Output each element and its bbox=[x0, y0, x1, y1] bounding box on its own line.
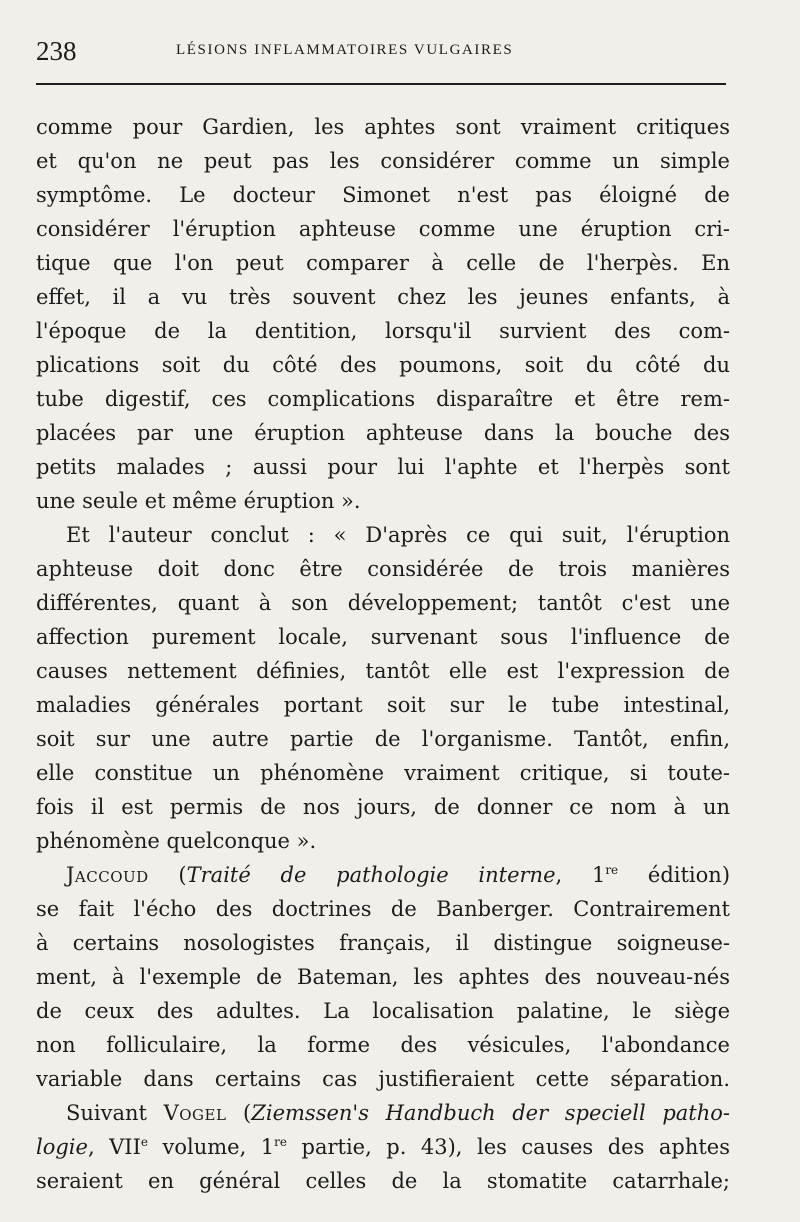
superscript: e bbox=[140, 1135, 149, 1149]
text-line: variable dans certains cas justifieraient cette séparation. bbox=[36, 1067, 730, 1091]
body-text bbox=[36, 110, 730, 1198]
text-line: soit sur une autre partie de l'organisme. Tantôt, enfin, bbox=[36, 727, 730, 751]
superscript: re bbox=[274, 1135, 287, 1149]
page-header bbox=[36, 36, 726, 66]
text-line: comme pour Gardien, les aphtes sont vraiment critiques bbox=[36, 115, 730, 139]
text-line: l'époque de la dentition, lorsqu'il survient des com- bbox=[36, 319, 730, 343]
text-line: plications soit du côté des poumons, soit du côté du bbox=[36, 353, 730, 377]
running-title: LÉSIONS INFLAMMATOIRES VULGAIRES bbox=[176, 42, 514, 58]
book-title: logie bbox=[36, 1135, 88, 1159]
text-line: effet, il a vu très souvent chez les jeunes enfants, à bbox=[36, 285, 730, 309]
text-line: causes nettement définies, tantôt elle est l'expression de bbox=[36, 659, 730, 683]
text-span: Suivant bbox=[66, 1101, 164, 1125]
author-name: Jaccoud bbox=[66, 863, 149, 887]
text-line: phénomène quelconque ». bbox=[36, 829, 317, 853]
text-line: se fait l'écho des doctrines de Banberger. Contrairement bbox=[36, 897, 730, 921]
header-rule bbox=[36, 83, 726, 85]
text-line: non folliculaire, la forme des vésicules, l'abondance bbox=[36, 1033, 730, 1057]
text-line: petits malades ; aussi pour lui l'aphte et l'herpès sont bbox=[36, 455, 730, 479]
text-line: maladies générales portant soit sur le tube intestinal, bbox=[36, 693, 730, 717]
book-title: Ziemssen's Handbuch der speciell patho- bbox=[251, 1101, 730, 1125]
text-line: et qu'on ne peut pas les considérer comme un simple bbox=[36, 149, 730, 173]
text-line: de ceux des adultes. La localisation palatine, le siège bbox=[36, 999, 730, 1023]
text-line: seraient en général celles de la stomatite catarrhale; bbox=[36, 1169, 730, 1193]
text-line: symptôme. Le docteur Simonet n'est pas éloigné de bbox=[36, 183, 730, 207]
text-span: édition) bbox=[618, 863, 730, 887]
text-span: partie, p. 43), les causes des aphtes bbox=[287, 1135, 730, 1159]
text-line bbox=[36, 1096, 730, 1130]
page-number: 238 bbox=[36, 36, 77, 66]
author-name: Vogel bbox=[163, 1101, 227, 1125]
text-line: à certains nosologistes français, il distingue soigneuse- bbox=[36, 931, 730, 955]
book-title: Traité de pathologie interne bbox=[186, 863, 556, 887]
text-line: aphteuse doit donc être considérée de trois manières bbox=[36, 557, 730, 581]
text-line: placées par une éruption aphteuse dans la bouche des bbox=[36, 421, 730, 445]
text-line: tique que l'on peut comparer à celle de l'herpès. En bbox=[36, 251, 730, 275]
superscript: re bbox=[605, 863, 619, 877]
text-line bbox=[36, 1130, 730, 1164]
text-span: ( bbox=[148, 863, 187, 887]
text-span: , VII bbox=[87, 1135, 141, 1159]
text-line: affection purement locale, survenant sous l'influence de bbox=[36, 625, 730, 649]
text-line: elle constitue un phénomène vraiment critique, si toute- bbox=[36, 761, 730, 785]
text-line bbox=[36, 858, 730, 892]
text-line: tube digestif, ces complications disparaître et être rem- bbox=[36, 387, 730, 411]
text-line: fois il est permis de nos jours, de donner ce nom à un bbox=[36, 795, 730, 819]
text-span: ( bbox=[226, 1101, 252, 1125]
text-line: ment, à l'exemple de Bateman, les aphtes des nouveau-nés bbox=[36, 965, 730, 989]
text-line: considérer l'éruption aphteuse comme une éruption cri- bbox=[36, 217, 730, 241]
text-span: volume, 1 bbox=[148, 1135, 275, 1159]
text-span: , 1 bbox=[555, 863, 606, 887]
text-line: différentes, quant à son développement; tantôt c'est une bbox=[36, 591, 730, 615]
text-line: Et l'auteur conclut : « D'après ce qui suit, l'éruption bbox=[66, 523, 730, 547]
text-line: une seule et même éruption ». bbox=[36, 489, 361, 513]
